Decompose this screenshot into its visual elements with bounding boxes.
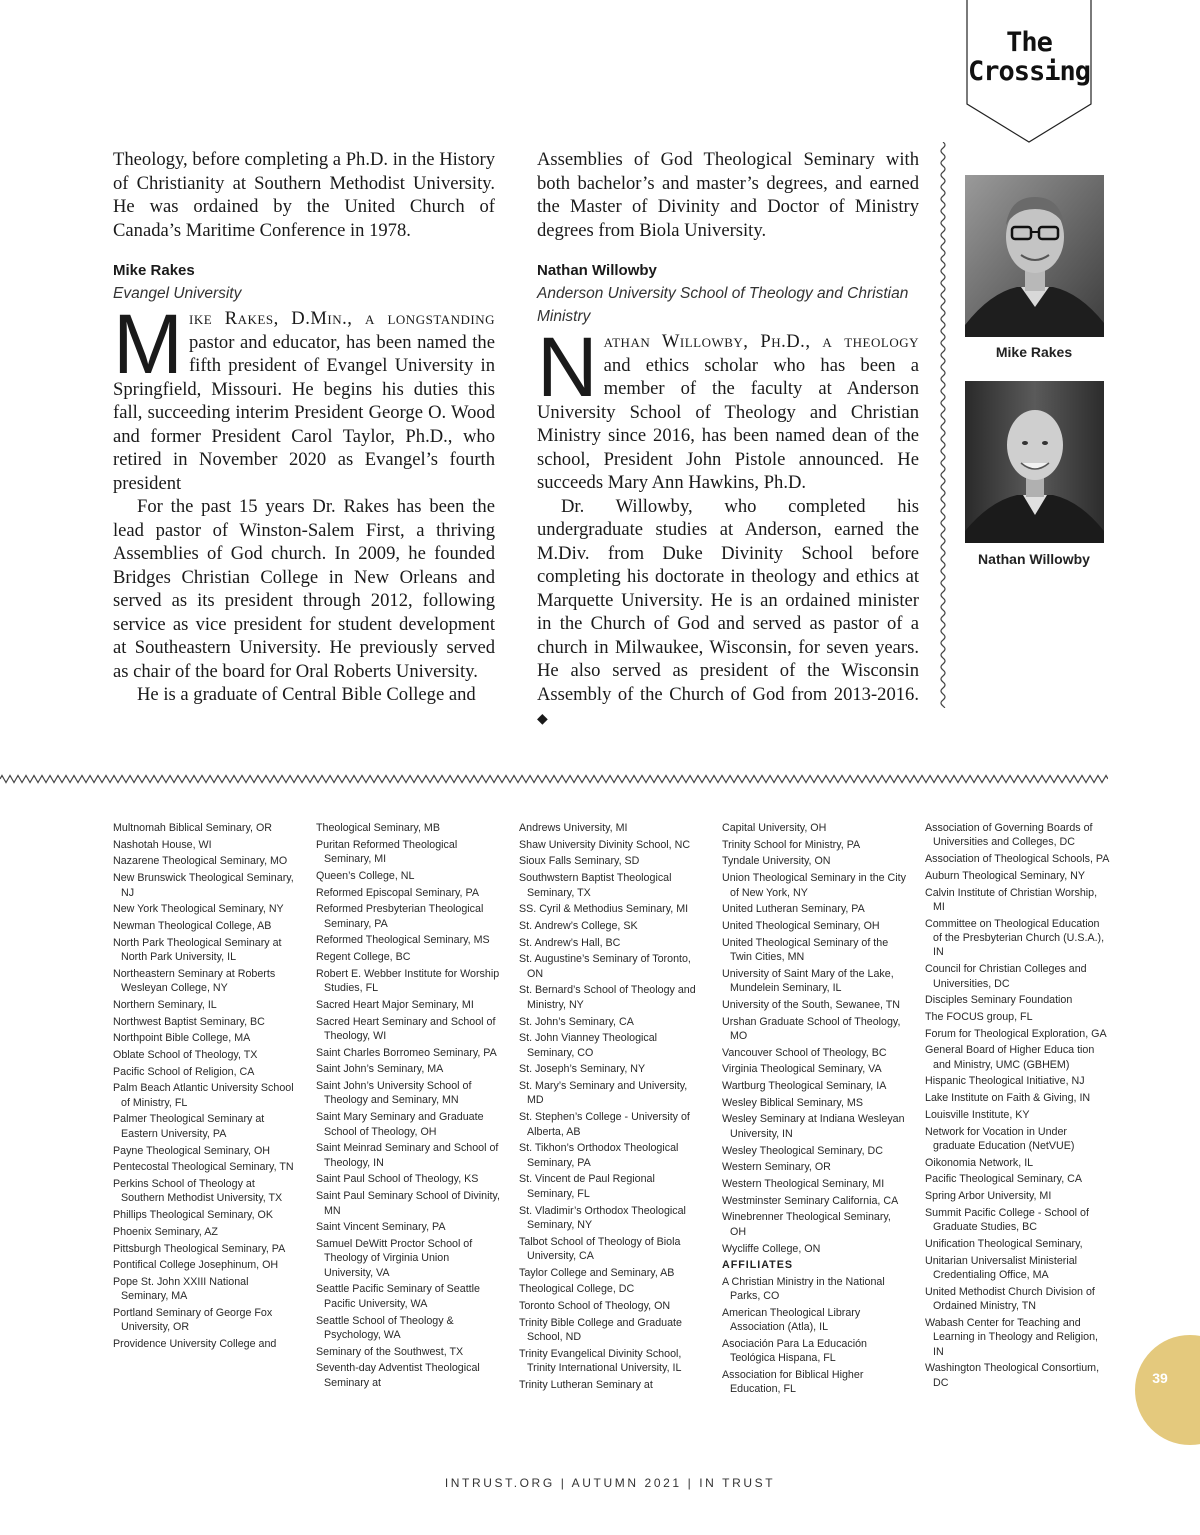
list-item: St. Vladimir’s Orthodox Theological Seminary, NY — [519, 1204, 686, 1231]
photo-caption: Mike Rakes — [995, 344, 1073, 360]
list-item: St. John Vianney Theological Seminary, CO — [519, 1032, 658, 1059]
list-item: Association of Governing Boards of Universities and Colleges, DC — [925, 822, 1093, 849]
portrait-photo-rakes — [965, 175, 1104, 337]
list-item: General Board of Higher Educa tion and Ministry, UMC (GBHEM) — [925, 1044, 1095, 1071]
list-item: Wartburg Theological Seminary, IA — [722, 1080, 887, 1093]
list-item: Perkins School of Theology at Southern Methodist University, TX — [113, 1177, 283, 1205]
list-item: Association for Biblical Higher Education, FL — [722, 1368, 864, 1396]
list-item: Sacred Heart Seminary and School of Theology, WI — [316, 1015, 496, 1042]
continued-paragraph: Assemblies of God Theological Seminary with both bachelor’s and master’s degrees, and earned the Master of Divinity and Doctor of Ministry degrees from Biola University. — [537, 149, 919, 241]
list-item: Saint Meinrad Seminary and School of Theology, IN — [316, 1142, 499, 1169]
list-item: Saint John’s Seminary, MA — [316, 1063, 444, 1076]
list-item: Phoenix Seminary, AZ — [113, 1225, 218, 1238]
list-item: New Brunswick Theological Seminary, NJ — [113, 872, 294, 899]
end-mark-icon: ◆ — [537, 712, 548, 727]
list-item: Oikonomia Network, IL — [925, 1156, 1034, 1169]
list-item: St. Andrew’s College, SK — [519, 919, 638, 932]
member-list-column-2 — [316, 821, 501, 1392]
member-list-affiliates — [722, 1275, 907, 1397]
list-item: University of Saint Mary of the Lake, Mundelein Seminary, IL — [722, 967, 894, 995]
list-item: St. Augustine’s Seminary of Toronto, ON — [519, 953, 691, 980]
list-item: Capital University, OH — [722, 822, 827, 834]
list-item: Vancouver School of Theology, BC — [722, 1046, 887, 1059]
list-item: Spring Arbor University, MI — [925, 1190, 1052, 1203]
list-item: Palmer Theological Seminary at Eastern University, PA — [113, 1113, 265, 1140]
list-item: United Methodist Church Division of Ordained Ministry, TN — [925, 1285, 1095, 1313]
body-text: pastor and educator, has been named the fifth president of Evangel University in Springfield, Missouri. He begins his duties this fall, succeeding interim President George O. Wood and former President Carol Taylor, Ph.D., who retired in November 2020 as Evangel’s fourth president — [113, 331, 495, 494]
body-paragraph: He is a graduate of Central Bible College and — [137, 684, 476, 705]
list-item: Samuel DeWitt Proctor School of Theology of Virginia Union University, VA — [316, 1237, 473, 1279]
body-text: and ethics scholar who has been a member of the faculty at Anderson University School of Theology and Christian Ministry since 2016, has been named dean of the school, President John Pistole announced. He succeeds Mary Ann Hawkins, Ph.D. — [537, 354, 919, 493]
list-item: Tyndale University, ON — [722, 855, 831, 868]
list-item: Portland Seminary of George Fox University, OR — [113, 1307, 273, 1334]
article-column-left — [113, 148, 495, 707]
list-item: United Lutheran Seminary, PA — [722, 903, 865, 916]
list-item: Unification Theological Seminary, — [925, 1237, 1083, 1250]
drop-cap: N — [537, 320, 598, 414]
list-item: Trinity School for Ministry, PA — [722, 838, 861, 851]
list-item: Multnomah Biblical Seminary, OR — [113, 822, 272, 834]
list-item: Newman Theological College, AB — [113, 919, 272, 932]
list-item: Western Seminary, OR — [722, 1161, 831, 1174]
photo-caption: Nathan Willowby — [978, 551, 1090, 567]
list-item: Seattle School of Theology & Psychology, WA — [316, 1314, 454, 1341]
list-item: Talbot School of Theology of Biola University, CA — [519, 1235, 681, 1263]
member-list-column-4 — [722, 821, 907, 1399]
list-item: New York Theological Seminary, NY — [113, 903, 284, 916]
list-item: Taylor College and Seminary, AB — [519, 1266, 675, 1279]
list-item: Saint Charles Borromeo Seminary, PA — [316, 1046, 497, 1059]
list-item: Unitarian Universalist Ministerial Credentialing Office, MA — [925, 1254, 1078, 1282]
body-paragraph: For the past 15 years Dr. Rakes has been the lead pastor of Winston-Salem First, a thriving Assemblies of God church. In 2009, he founded Bridges Christian College in New Orleans and served as its president through 2012, following service as vice president for student development at Southeastern University. He previously served as chair of the board for Oral Roberts University. — [113, 496, 495, 682]
list-item: Committee on Theological Education of the Presbyterian Church (U.S.A.), IN — [925, 917, 1105, 959]
list-item: Reformed Presbyterian Theological Seminary, PA — [316, 903, 484, 930]
lead-in: ike Rakes, D.Min., a longstanding — [188, 308, 495, 329]
page-number: 39 — [1152, 1370, 1168, 1386]
list-item: Robert E. Webber Institute for Worship Studies, FL — [316, 967, 500, 995]
list-item: Seattle Pacific Seminary of Seattle Pacific University, WA — [316, 1283, 480, 1310]
list-item: Saint Vincent Seminary, PA — [316, 1221, 446, 1234]
lead-in: athan Willowby, Ph.D., a theology — [603, 331, 919, 352]
list-item: Reformed Theological Seminary, MS — [316, 934, 490, 947]
list-item: Toronto School of Theology, ON — [519, 1300, 671, 1313]
list-item: Sacred Heart Major Seminary, MI — [316, 998, 474, 1011]
list-item: Pope St. John XXIII National Seminary, MA — [113, 1275, 249, 1303]
list-item: Association of Theological Schools, PA — [925, 853, 1110, 866]
list-item: Puritan Reformed Theological Seminary, MI — [316, 838, 458, 866]
list-item: Oblate School of Theology, TX — [113, 1048, 258, 1061]
list-item: Virginia Theological Seminary, VA — [722, 1063, 882, 1076]
list-item: Providence University College and — [113, 1338, 277, 1351]
section-title: The Crossing — [967, 27, 1091, 87]
list-item: St. Bernard’s School of Theology and Ministry, NY — [519, 984, 696, 1011]
list-item: Northwest Baptist Seminary, BC — [113, 1015, 265, 1028]
list-item: Pentecostal Theological Seminary, TN — [113, 1161, 294, 1174]
list-item: Wesley Theological Seminary, DC — [722, 1144, 883, 1157]
portrait-photo-willowby — [965, 381, 1104, 543]
list-item: Regent College, BC — [316, 951, 411, 964]
list-item: St. Andrew’s Hall, BC — [519, 936, 621, 949]
list-item: Seminary of the Southwest, TX — [316, 1345, 464, 1358]
list-item: A Christian Ministry in the National Parks, CO — [722, 1275, 885, 1303]
list-item: United Theological Seminary of the Twin Cities, MN — [722, 936, 889, 964]
page-footer: INTRUST.ORG | AUTUMN 2021 | IN TRUST — [444, 1476, 776, 1490]
list-item: Saint Mary Seminary and Graduate School of Theology, OH — [316, 1111, 484, 1138]
list-item: Saint Paul Seminary School of Divinity, MN — [316, 1190, 500, 1217]
list-item: Wesley Seminary at Indiana Wesleyan University, IN — [722, 1113, 905, 1140]
list-item: St. Mary’s Seminary and University, MD — [519, 1080, 688, 1107]
list-item: Pacific School of Religion, CA — [113, 1065, 255, 1078]
list-item: Louisville Institute, KY — [925, 1108, 1030, 1121]
affiliates-heading: AFFILIATES — [722, 1259, 793, 1272]
list-item: Wycliffe College, ON — [722, 1242, 821, 1255]
article-column-middle — [537, 148, 919, 732]
list-item: St. Vincent de Paul Regional Seminary, FL — [519, 1173, 655, 1200]
lead-paragraph — [537, 320, 919, 495]
list-item: Pacific Theological Seminary, CA — [925, 1173, 1083, 1186]
profile-affiliation: Evangel University — [113, 285, 242, 302]
list-item: Urshan Graduate School of Theology, MO — [722, 1015, 901, 1042]
list-item: Andrews University, MI — [519, 822, 628, 834]
member-list-column-3 — [519, 821, 704, 1395]
list-item: Reformed Episcopal Seminary, PA — [316, 886, 479, 899]
list-item: United Theological Seminary, OH — [722, 919, 880, 932]
list-item: Hispanic Theological Initiative, NJ — [925, 1075, 1085, 1088]
list-item: Saint Paul School of Theology, KS — [316, 1173, 479, 1186]
list-item: St. Joseph’s Seminary, NY — [519, 1063, 646, 1076]
list-item: Westminster Seminary California, CA — [722, 1194, 899, 1207]
list-item: Seventh-day Adventist Theological Seminary at — [316, 1362, 480, 1389]
list-item: Nashotah House, WI — [113, 838, 212, 851]
list-item: Northeastern Seminary at Roberts Wesleyan College, NY — [113, 967, 276, 995]
list-item: Saint John’s University School of Theology and Seminary, MN — [316, 1080, 472, 1107]
profile-name: Nathan Willowby — [537, 262, 657, 279]
body-paragraph: Dr. Willowby, who completed his undergraduate studies at Anderson, earned the M.Div. from Duke Divinity School before completing his doctorate in theology and ethics at Marquette University. He is an ordained minister in the Church of God and served as pastor of a church in Milwaukee, Wisconsin, for seven years. He also served as president of the Wisconsin Assembly of the Church of God from 2013-2016. ◆ — [537, 495, 919, 727]
list-item: Palm Beach Atlantic University School of Ministry, FL — [113, 1082, 294, 1109]
horizontal-divider — [0, 774, 1108, 784]
list-item: Council for Christian Colleges and Universities, DC — [925, 963, 1087, 990]
list-item: Northpoint Bible College, MA — [113, 1032, 251, 1045]
list-item: Trinity Lutheran Seminary at — [519, 1379, 653, 1392]
list-item: Network for Vocation in Under graduate Education (NetVUE) — [925, 1125, 1075, 1152]
list-item: Calvin Institute of Christian Worship, MI — [925, 886, 1098, 913]
list-item: Northern Seminary, IL — [113, 998, 217, 1011]
list-item: Forum for Theological Exploration, GA — [925, 1027, 1107, 1040]
list-item: Pittsburgh Theological Seminary, PA — [113, 1242, 286, 1255]
list-item: St. Stephen’s College - University of Alberta, AB — [519, 1111, 690, 1138]
list-item: Theological College, DC — [519, 1283, 635, 1296]
list-item: Pontifical College Josephinum, OH — [113, 1259, 279, 1272]
list-item: The FOCUS group, FL — [925, 1010, 1033, 1023]
list-item: Queen’s College, NL — [316, 869, 415, 882]
page-number-badge — [1135, 1335, 1200, 1445]
list-item: Western Theological Seminary, MI — [722, 1177, 885, 1190]
continued-paragraph: Theology, before completing a Ph.D. in the History of Christianity at Southern Methodist University. He was ordained by the United Church of Canada’s Maritime Conference in 1978. — [113, 149, 495, 241]
list-item: Auburn Theological Seminary, NY — [925, 869, 1085, 882]
vertical-divider — [938, 142, 948, 708]
list-item: Trinity Bible College and Graduate School, ND — [519, 1316, 682, 1344]
list-item: American Theological Library Association (Atla), IL — [722, 1306, 861, 1334]
list-item: Summit Pacific College - School of Graduate Studies, BC — [925, 1206, 1089, 1234]
list-item: Washington Theological Consortium, DC — [925, 1362, 1100, 1389]
list-item: Trinity Evangelical Divinity School, Trinity International University, IL — [519, 1347, 682, 1375]
profile-name: Mike Rakes — [113, 262, 195, 279]
list-item: Southwstern Baptist Theological Seminary, TX — [519, 872, 672, 899]
list-item: Disciples Seminary Foundation — [925, 994, 1073, 1007]
list-item: Payne Theological Seminary, OH — [113, 1144, 271, 1157]
list-item: Nazarene Theological Seminary, MO — [113, 855, 288, 868]
list-item: Lake Institute on Faith & Giving, IN — [925, 1092, 1091, 1105]
list-item: St. John’s Seminary, CA — [519, 1015, 634, 1028]
list-item: Shaw University Divinity School, NC — [519, 838, 691, 851]
list-item: University of the South, Sewanee, TN — [722, 998, 901, 1011]
list-item: Union Theological Seminary in the City of New York, NY — [722, 872, 906, 899]
list-item: Winebrenner Theological Seminary, OH — [722, 1211, 891, 1238]
list-item: Phillips Theological Seminary, OK — [113, 1209, 273, 1222]
list-item: Wesley Biblical Seminary, MS — [722, 1096, 863, 1109]
drop-cap: M — [113, 297, 183, 391]
list-item: Sioux Falls Seminary, SD — [519, 855, 640, 868]
profile-affiliation: Anderson University School of Theology and Christian Ministry — [537, 285, 909, 325]
list-item: SS. Cyril & Methodius Seminary, MI — [519, 903, 689, 916]
list-item: Asociación Para La Educación Teológica Hispana, FL — [722, 1337, 867, 1365]
member-list-column-1 — [113, 821, 298, 1354]
member-list-column-5 — [925, 821, 1110, 1392]
lead-paragraph — [113, 297, 495, 495]
member-list-members — [722, 821, 907, 1256]
list-item: Wabash Center for Teaching and Learning in Theology and Religion, IN — [925, 1316, 1098, 1358]
list-item: St. Tikhon’s Orthodox Theological Seminary, PA — [519, 1142, 679, 1169]
section-tab — [966, 0, 1092, 143]
list-item: Theological Seminary, MB — [316, 822, 440, 834]
list-item: North Park Theological Seminary at North Park University, IL — [113, 936, 282, 964]
